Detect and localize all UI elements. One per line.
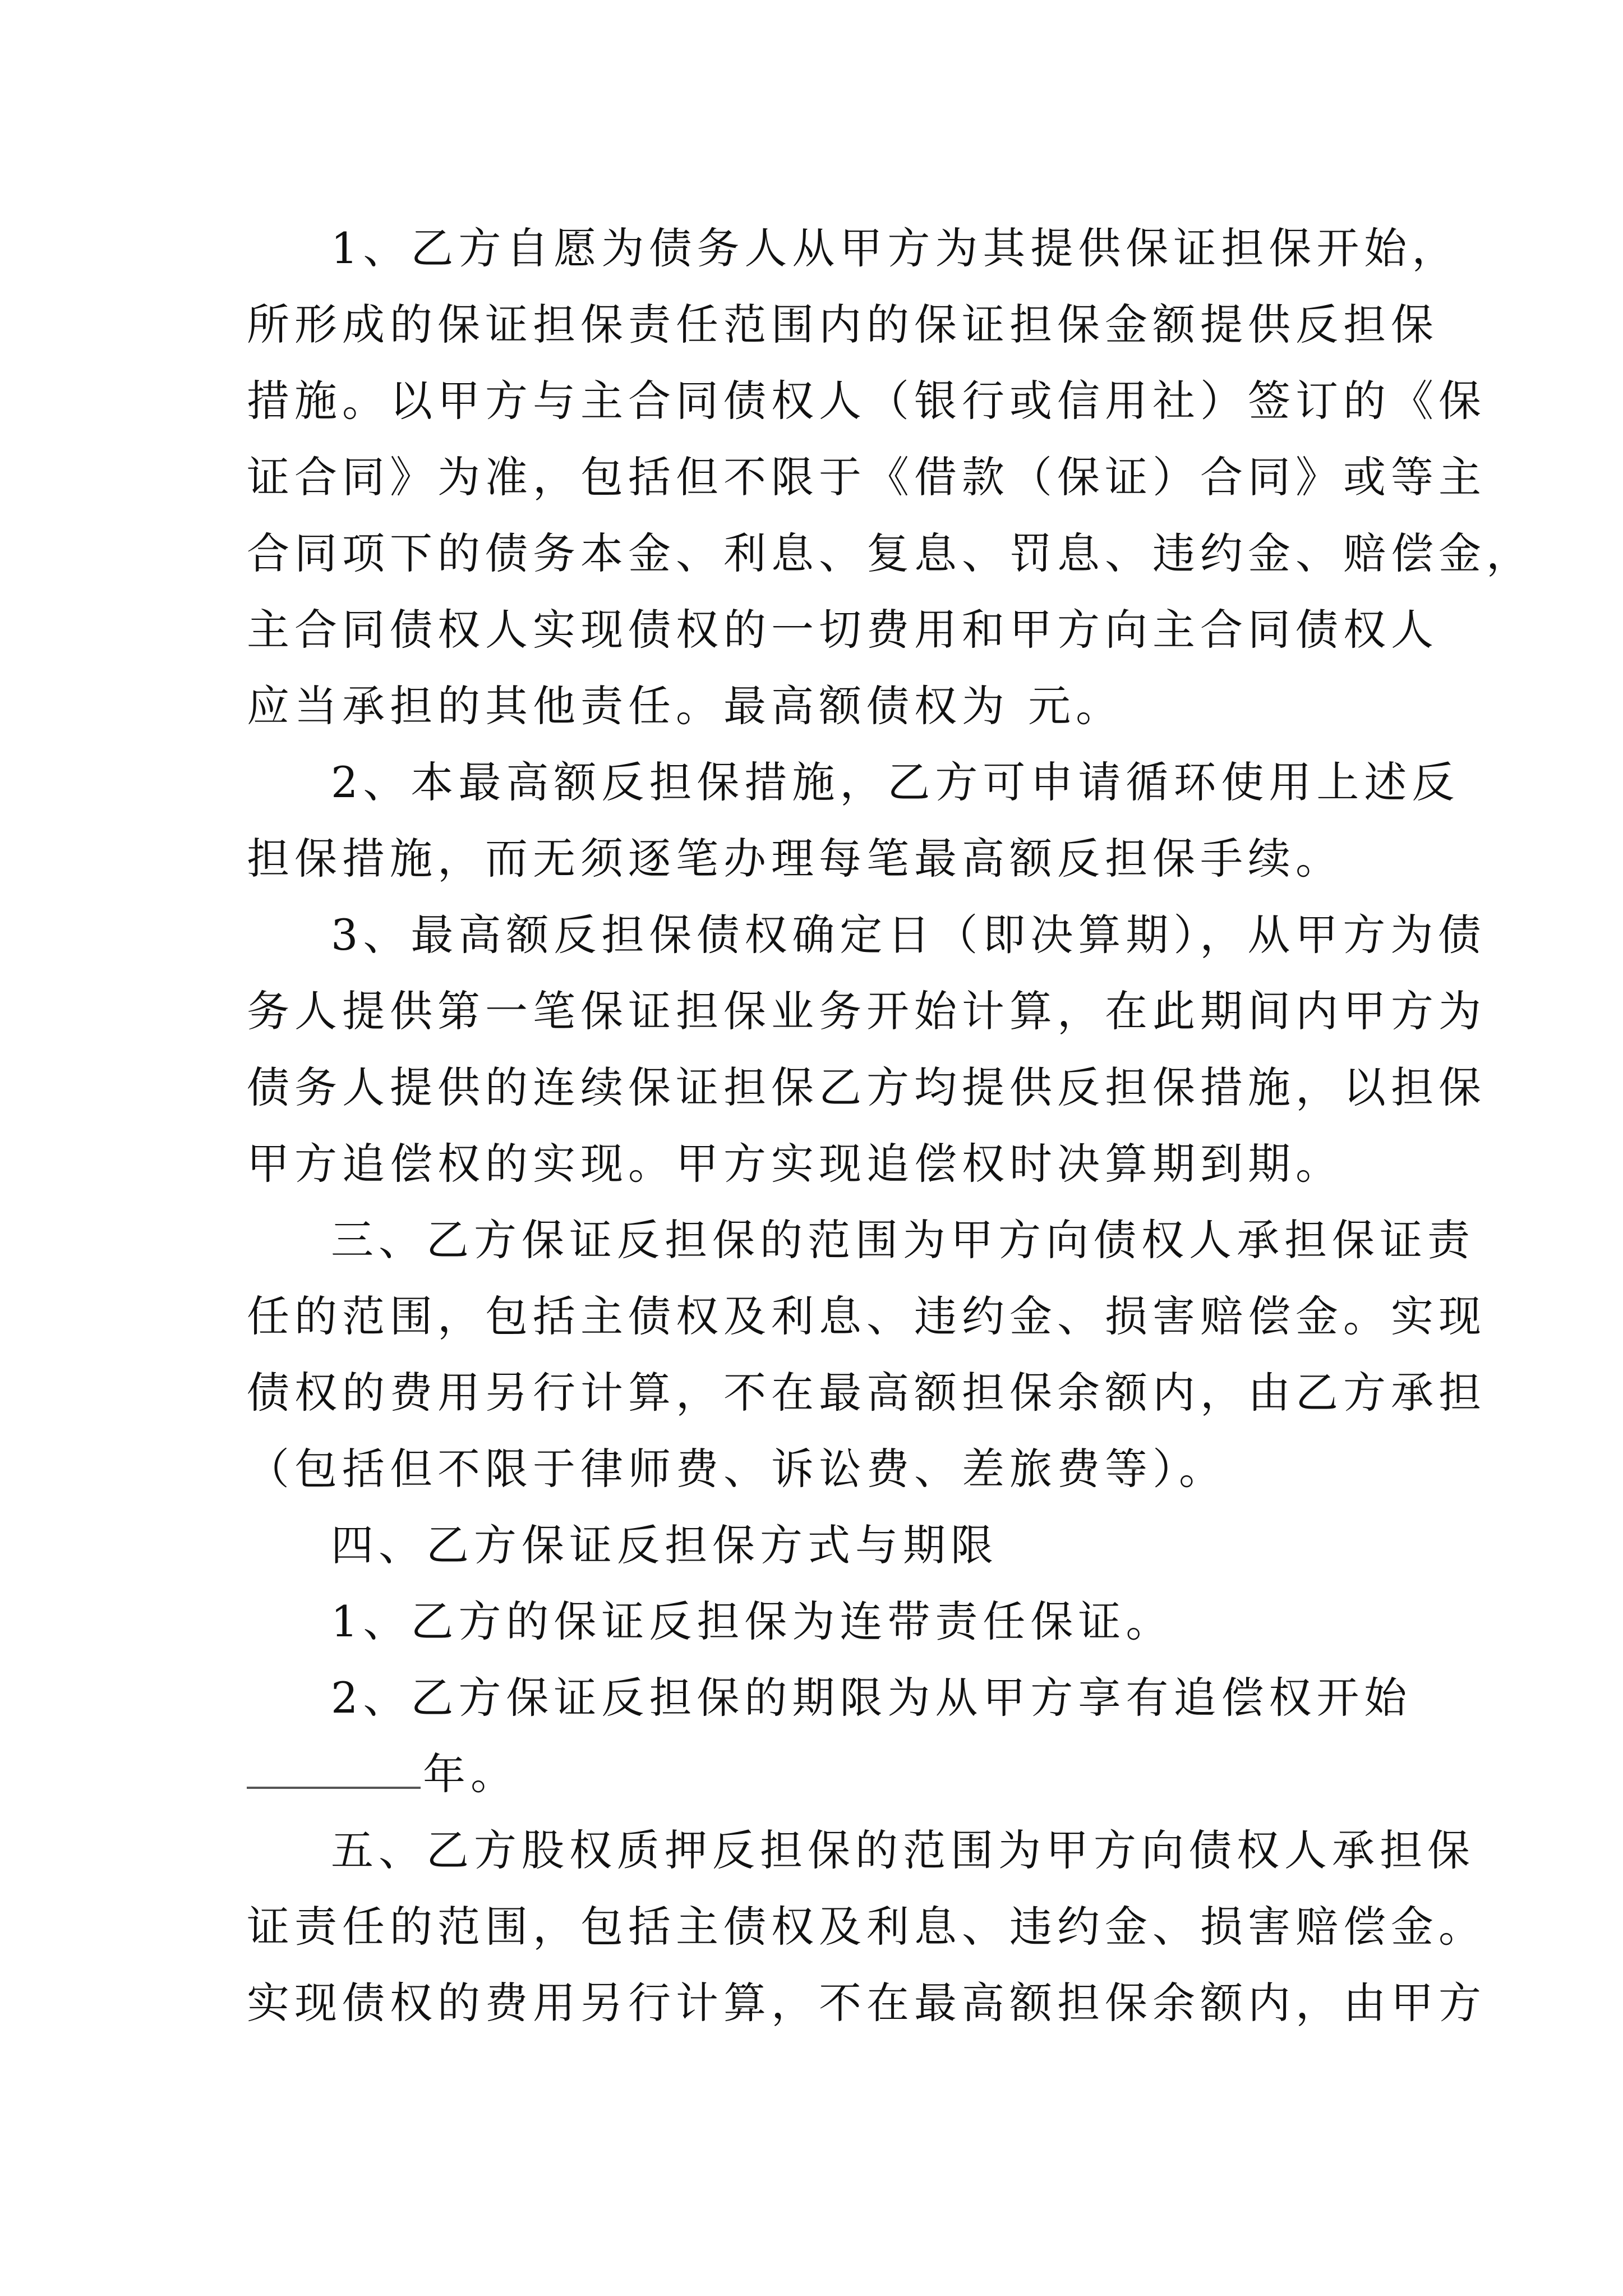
paragraph-line: 务人提供第一笔保证担保业务开始计算，在此期间内甲方为 bbox=[247, 986, 1486, 1036]
paragraph-line: 1、乙方的保证反担保为连带责任保证。 bbox=[331, 1596, 1174, 1646]
paragraph-line: 担保措施，而无须逐笔办理每笔最高额反担保手续。 bbox=[247, 834, 1343, 884]
paragraph-line: （包括但不限于律师费、诉讼费、差旅费等）。 bbox=[247, 1444, 1227, 1494]
paragraph-line: 2、乙方保证反担保的期限为从甲方享有追偿权开始 bbox=[331, 1673, 1412, 1723]
paragraph-line: 证合同》为准，包括但不限于《借款（保证）合同》或等主 bbox=[247, 452, 1486, 502]
paragraph-line: 证责任的范围，包括主债权及利息、违约金、损害赔偿金。 bbox=[247, 1902, 1486, 1952]
paragraph-line: 三、乙方保证反担保的范围为甲方向债权人承担保证责 bbox=[331, 1215, 1475, 1265]
paragraph-line-with-blank bbox=[247, 1736, 1391, 1812]
paragraph-line: 主合同债权人实现债权的一切费用和甲方向主合同债权人 bbox=[247, 605, 1438, 655]
paragraph-line: 合同项下的债务本金、利息、复息、罚息、违约金、赔偿金， bbox=[247, 528, 1534, 578]
paragraph-line: 措施。以甲方与主合同债权人（银行或信用社）签订的《保 bbox=[247, 376, 1486, 426]
paragraph-line: 所形成的保证担保责任范围内的保证担保金额提供反担保 bbox=[247, 300, 1438, 349]
paragraph-line: 1、乙方自愿为债务人从甲方为其提供保证担保开始， bbox=[331, 223, 1460, 273]
paragraph-line: 2、本最高额反担保措施，乙方可申请循环使用上述反 bbox=[331, 757, 1460, 807]
fill-in-blank bbox=[247, 1745, 421, 1789]
paragraph-line-text: 年。 bbox=[423, 1749, 518, 1799]
paragraph-line: 任的范围，包括主债权及利息、违约金、损害赔偿金。实现 bbox=[247, 1291, 1486, 1341]
section-heading: 四、乙方保证反担保方式与期限 bbox=[331, 1520, 998, 1570]
paragraph-line: 3、最高额反担保债权确定日（即决算期），从甲方为债 bbox=[331, 910, 1486, 960]
paragraph-line: 实现债权的费用另行计算，不在最高额担保余额内，由甲方 bbox=[247, 1978, 1486, 2028]
paragraph-line: 甲方追偿权的实现。甲方实现追偿权时决算期到期。 bbox=[247, 1139, 1343, 1189]
document-body bbox=[247, 210, 1534, 2041]
paragraph-line: 五、乙方股权质押反担保的范围为甲方向债权人承担保 bbox=[331, 1825, 1475, 1875]
paragraph-line: 应当承担的其他责任。最高额债权为 元。 bbox=[247, 681, 1124, 731]
paragraph-line: 债权的费用另行计算，不在最高额担保余额内，由乙方承担 bbox=[247, 1368, 1486, 1418]
paragraph-line: 债务人提供的连续保证担保乙方均提供反担保措施，以担保 bbox=[247, 1062, 1486, 1112]
